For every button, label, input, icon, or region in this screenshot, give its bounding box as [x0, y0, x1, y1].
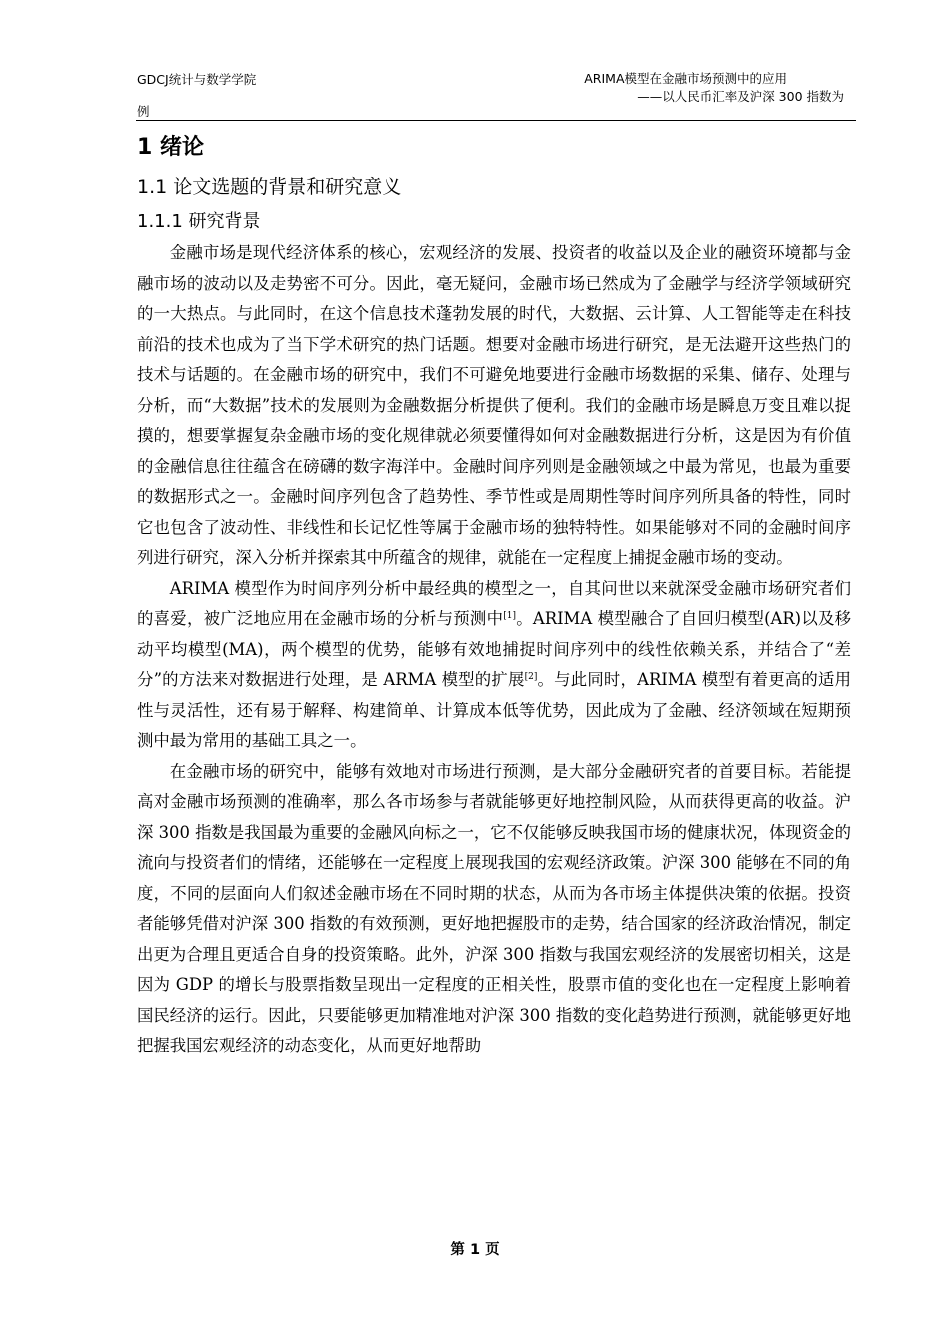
chapter-heading: 1 绪论 [137, 135, 204, 160]
paragraph-2 [137, 574, 851, 757]
header-rule [136, 120, 856, 121]
page-number: 第 1 页 [450, 1242, 500, 1258]
paragraph-3: 在金融市场的研究中，能够有效地对市场进行预测，是大部分金融研究者的首要目标。若能提高对金融市场预测的准确率，那么各市场参与者就能够更好地控制风险，从而获得更高的收益。沪深 300 指数是我国最为重要的金融风向标之一，它不仅能够反映我国市场的健康状况，体现资金的流向与投资者们的情绪，还能够在一定程度上展现我国的宏观经济政策。沪深 300 能够在不同的角度，不同的层面向人们叙述金融市场在不同时期的状态，从而为各市场主体提供决策的依据。投资者能够凭借对沪深 300 指数的有效预测，更好地把握股市的走势，结合国家的经济政治情况，制定出更为合理且更适合自身的投资策略。此外，沪深 300 指数与我国宏观经济的发展密切相关，这是因为 GDP 的增长与股票指数呈现出一定程度的正相关性，股票市值的变化也在一定程度上影响着国民经济的运行。因此，只要能够更加精准地对沪深 300 指数的变化趋势进行预测，就能够更好地把握我国宏观经济的动态变化，从而更好地帮助 [137, 761, 851, 1055]
paragraph-1: 金融市场是现代经济体系的核心，宏观经济的发展、投资者的收益以及企业的融资环境都与金融市场的波动以及走势密不可分。因此，毫无疑问，金融市场已然成为了金融学与经济学领域研究的一大热点。与此同时，在这个信息技术蓬勃发展的时代，大数据、云计算、人工智能等走在科技前沿的技术也成为了当下学术研究的热门话题。想要对金融市场进行研究，是无法避开这些热门的技术与话题的。在金融市场的研究中，我们不可避免地要进行金融市场数据的采集、储存、处理与分析，而“大数据”技术的发展则为金融数据分析提供了便利。我们的金融市场是瞬息万变且难以捉摸的，想要掌握复杂金融市场的变化规律就必须要懂得如何对金融数据进行分析，这是因为有价值的金融信息往往蕴含在磅礴的数字海洋中。金融时间序列则是金融领域之中最为常见，也最为重要的数据形式之一。金融时间序列包含了趋势性、季节性或是周期性等时间序列所具备的特性，同时它也包含了波动性、非线性和长记忆性等属于金融市场的独特特性。如果能够对不同的金融时间序列进行研究，深入分析并探索其中所蕴含的规律，就能在一定程度上捕捉金融市场的变动。 [137, 243, 851, 567]
paragraph-2-part2: 。ARIMA 模型融合了自回归模型(AR)以及移动平均模型(MA)，两个模型的优势，能够有效地捕捉时间序列中的线性依赖关系，并结合了“差分”的方法来对数据进行处理，是 ARMA 模型的扩展 [137, 609, 852, 689]
citation-2[interactable]: [2] [524, 672, 538, 682]
body-text [137, 238, 851, 1062]
section-heading: 1.1 论文选题的背景和研究意义 [137, 176, 402, 198]
citation-1[interactable]: [1] [503, 611, 516, 621]
header-title-line1: ARIMA模型在金融市场预测中的应用 [584, 71, 787, 86]
paragraph-2-part1: ARIMA 模型作为时间序列分析中最经典的模型之一，自其问世以来就深受金融市场研究者们的喜爱，被广泛地应用在金融市场的分析与预测中 [137, 578, 851, 628]
header-title-continuation: 例 [137, 104, 150, 119]
header-institution: GDCJ统计与数学学院 [137, 72, 257, 87]
header-title-line2: ——以人民币汇率及沪深 300 指数为 [637, 89, 844, 104]
paragraph-2-part3: 。与此同时，ARIMA 模型有着更高的适用性与灵活性，还有易于解释、构建简单、计算成本低等优势，因此成为了金融、经济领域在短期预测中最为常用的基础工具之一。 [137, 670, 851, 750]
subsection-heading: 1.1.1 研究背景 [137, 211, 261, 232]
